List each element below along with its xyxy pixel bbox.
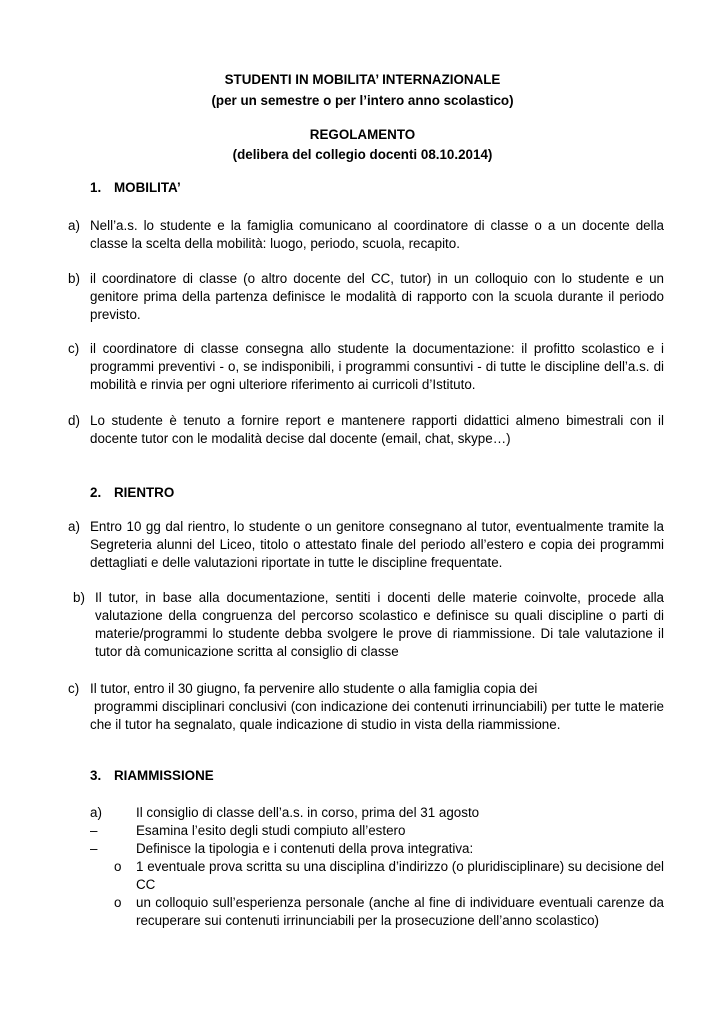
item-marker: a) xyxy=(90,805,102,820)
list-item xyxy=(114,858,664,894)
item-text: 1 eventuale prova scritta su una disciplina d’indirizzo (o pluridisciplinare) su decisione del CC xyxy=(136,859,664,892)
item-text: Il tutor, in base alla documentazione, sentiti i docenti delle materie coinvolte, procede alla valutazione della congruenza del percorso scolastico e definisce su quali discipline o parti di materie/programmi lo studente debba svolgere le prove di riammissione. Di tale valutazione il tutor dà comunicazione scritta al consiglio di classe xyxy=(95,590,664,659)
item-marker: c) xyxy=(68,341,80,356)
item-marker: b) xyxy=(68,271,80,286)
list-item xyxy=(90,804,664,822)
section-heading-rientro xyxy=(90,484,174,502)
item-text: Il consiglio di classe dell’a.s. in corso, prima del 31 agosto xyxy=(136,805,480,820)
section-number: 3. xyxy=(90,768,102,783)
list-item xyxy=(73,589,664,661)
list-item xyxy=(68,518,664,572)
regolamento-heading: REGOLAMENTO xyxy=(309,127,416,142)
dash-bullet: – xyxy=(90,841,98,856)
item-marker: d) xyxy=(68,413,80,428)
item-text-continued: programmi disciplinari conclusivi (con indicazione dei contenuti irrinunciabili) per tutte le materie che il tutor ha segnalato, quale indicazione di studio in vista della riammissione. xyxy=(90,699,664,732)
item-text: Lo studente è tenuto a fornire report e mantenere rapporti didattici almeno bimestrali con il docente tutor con le modalità decise dal docente (email, chat, skype…) xyxy=(90,413,664,446)
circle-bullet-icon: o xyxy=(114,859,122,874)
list-item xyxy=(68,680,664,734)
item-marker: b) xyxy=(73,590,85,605)
list-item xyxy=(68,340,664,394)
item-text: Nell’a.s. lo studente e la famiglia comunicano al coordinatore di classe o a un docente della classe la scelta della mobilità: luogo, periodo, scuola, recapito. xyxy=(90,218,664,251)
section-heading-riammissione xyxy=(90,767,214,785)
item-text: un colloquio sull’esperienza personale (anche al fine di individuare eventuali carenze da recuperare sui contenuti irrinunciabili per la prosecuzione dell’anno scolastico) xyxy=(136,895,664,928)
section-number: 1. xyxy=(90,180,102,195)
item-marker: a) xyxy=(68,519,80,534)
section-number: 2. xyxy=(90,485,102,500)
doc-title: STUDENTI IN MOBILITA’ INTERNAZIONALE xyxy=(224,72,501,87)
list-item xyxy=(90,822,664,840)
delibera-line: (delibera del collegio docenti 08.10.2014) xyxy=(232,147,493,162)
list-item xyxy=(68,217,664,253)
section-title: MOBILITA’ xyxy=(114,180,181,195)
circle-bullet-icon: o xyxy=(114,895,122,910)
item-text: Definisce la tipologia e i contenuti della prova integrativa: xyxy=(136,841,474,856)
item-text: Entro 10 gg dal rientro, lo studente o un genitore consegnano al tutor, eventualmente tramite la Segreteria alunni del Liceo, titolo o attestato finale del periodo all’estero e copia dei programmi dettagliati e delle valutazioni riportate in tutte le discipline frequentate. xyxy=(90,519,664,570)
section-heading-mobilita xyxy=(90,179,181,197)
dash-bullet: – xyxy=(90,823,98,838)
item-text: Esamina l’esito degli studi compiuto all’estero xyxy=(136,823,406,838)
section-title: RIENTRO xyxy=(114,485,175,500)
doc-subtitle: (per un semestre o per l’intero anno scolastico) xyxy=(211,93,514,108)
list-item xyxy=(90,840,664,858)
item-text: Il tutor, entro il 30 giugno, fa pervenire allo studente o alla famiglia copia dei xyxy=(90,681,538,696)
section-title: RIAMMISSIONE xyxy=(114,768,214,783)
item-text: il coordinatore di classe consegna allo studente la documentazione: il profitto scolastico e i programmi preventivi - o, se indisponibili, i programmi consuntivi - di tutte le discipline dell’a.s. di mobilità e rinvia per ogni ulteriore riferimento ai curricoli d’Istituto. xyxy=(90,341,664,392)
item-text: il coordinatore di classe (o altro docente del CC, tutor) in un colloquio con lo studente e un genitore prima della partenza definisce le modalità di rapporto con la scuola durante il periodo previsto. xyxy=(90,271,664,322)
item-marker: a) xyxy=(68,218,80,233)
item-marker: c) xyxy=(68,681,80,696)
list-item xyxy=(114,894,664,930)
list-item xyxy=(68,270,664,324)
list-item xyxy=(68,412,664,448)
